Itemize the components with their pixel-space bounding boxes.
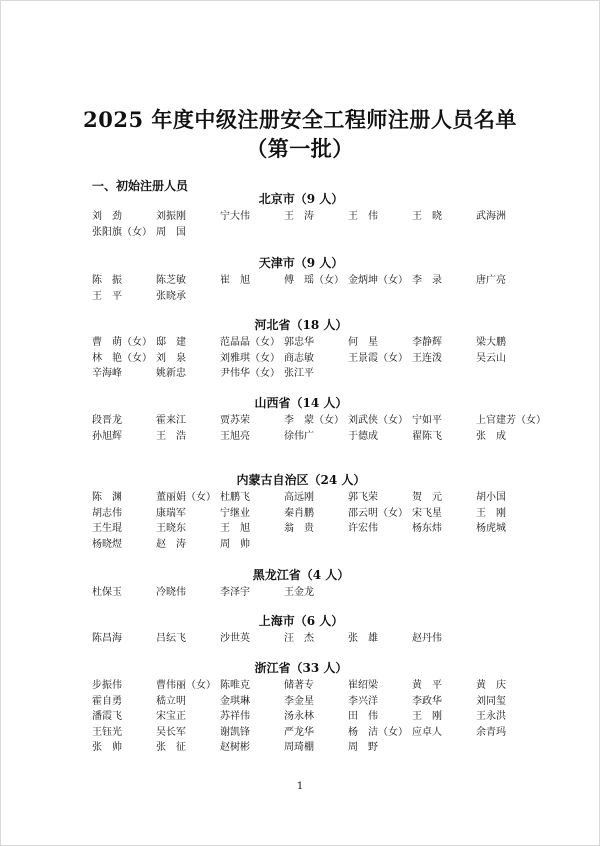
province-block — [1, 567, 600, 601]
name-grid — [92, 273, 532, 304]
person-name: 陈唯克 — [220, 680, 250, 691]
person-name: 刘武侠（女） — [348, 415, 408, 426]
person-name: 秦肖鹏 — [284, 507, 314, 519]
person-name: 范晶晶（女） — [220, 337, 280, 348]
person-name: 杨东炜 — [412, 523, 442, 534]
person-name: 杨虎城 — [476, 523, 506, 534]
person-name: 霍自勇 — [92, 695, 122, 707]
person-name: 宋宝正 — [156, 711, 186, 722]
name-grid — [92, 678, 532, 756]
person-name: 王 晓 — [412, 211, 442, 222]
name-grid — [92, 335, 532, 382]
person-name: 商志敏 — [284, 352, 314, 364]
person-name: 上官建芳（女） — [476, 415, 546, 426]
person-name: 霍来江 — [156, 415, 186, 426]
person-name: 王金龙 — [284, 587, 314, 598]
person-name: 陈芝敏 — [156, 275, 186, 286]
person-name: 陈 渊 — [92, 492, 122, 503]
person-name: 张 帅 — [92, 742, 122, 753]
person-name: 金琪琳 — [220, 695, 250, 707]
person-name: 杜保玉 — [92, 587, 122, 598]
person-name: 王晓东 — [156, 523, 186, 534]
person-name: 田 伟 — [348, 711, 378, 722]
name-grid — [92, 585, 532, 601]
province-title: 北京市（9 人） — [258, 192, 344, 206]
person-name: 潘霞飞 — [92, 711, 122, 722]
person-name: 王永洪 — [476, 711, 506, 722]
person-name: 林 艳（女） — [92, 352, 152, 364]
person-name: 王 平 — [92, 290, 122, 302]
person-name: 张晓承 — [156, 290, 186, 302]
person-name: 刘振刚 — [156, 211, 186, 222]
person-name: 贾苏荣 — [220, 415, 250, 426]
person-name: 王 涛 — [284, 211, 314, 222]
person-name: 陈 振 — [92, 275, 122, 286]
person-name: 胡小国 — [476, 492, 506, 503]
person-name: 康瑞军 — [156, 507, 186, 519]
person-name: 郭忠华 — [284, 337, 314, 348]
person-name: 汪 杰 — [284, 633, 314, 644]
person-name: 苏祥伟 — [220, 711, 250, 722]
name-grid — [92, 209, 532, 240]
person-name: 黄 庆 — [476, 680, 506, 691]
person-name: 刘雅琪（女） — [220, 352, 280, 364]
person-name: 应卓人 — [412, 726, 442, 738]
person-name: 赵树彬 — [220, 742, 250, 753]
person-name: 梁大鹏 — [476, 337, 506, 348]
person-name: 周 帅 — [220, 538, 250, 550]
person-name: 何 星 — [348, 337, 378, 348]
person-name: 辛海峰 — [92, 368, 122, 379]
person-name: 李静辉 — [412, 337, 442, 348]
province-title: 上海市（6 人） — [258, 614, 344, 628]
person-name: 沙世英 — [220, 633, 250, 644]
person-name: 张 成 — [476, 430, 506, 442]
person-name: 宁继业 — [220, 507, 250, 519]
person-name: 武海洲 — [476, 211, 506, 222]
person-name: 周琦棚 — [284, 742, 314, 753]
document-subtitle: （第一批） — [246, 136, 354, 161]
province-title: 山西省（14 人） — [254, 396, 348, 410]
person-name: 王 刚 — [476, 507, 506, 519]
person-name: 王生琨 — [92, 523, 122, 534]
person-name: 宁如平 — [412, 415, 442, 426]
person-name: 傅 瑶（女） — [284, 275, 344, 286]
person-name: 王 刚 — [412, 711, 442, 722]
section-heading: 一、初始注册人员 — [92, 179, 189, 193]
person-name: 段晋龙 — [92, 415, 122, 426]
person-name: 崔绍梁 — [348, 680, 378, 691]
province-title: 天津市（9 人） — [258, 256, 344, 270]
person-name: 李金星 — [284, 695, 314, 707]
province-block — [1, 191, 600, 240]
person-name: 贺 元 — [412, 492, 442, 503]
person-name: 吕纭飞 — [156, 633, 186, 644]
person-name: 董丽娟（女） — [156, 492, 216, 503]
person-name: 步振伟 — [92, 680, 122, 691]
person-name: 冷晓伟 — [156, 587, 186, 598]
person-name: 王 旭 — [220, 523, 250, 534]
person-name: 刘 泉 — [156, 352, 186, 364]
person-name: 宁大伟 — [220, 211, 250, 222]
province-block — [1, 472, 600, 552]
person-name: 王 浩 — [156, 430, 186, 442]
person-name: 谢凯锋 — [220, 726, 250, 738]
province-block — [1, 395, 600, 444]
person-name: 李兴洋 — [348, 695, 378, 707]
person-name: 王钰光 — [92, 726, 122, 738]
person-name: 赵 涛 — [156, 538, 186, 550]
person-name: 赵丹伟 — [412, 633, 442, 644]
person-name: 李泽宇 — [220, 587, 250, 598]
person-name: 王旭亮 — [220, 430, 250, 442]
name-grid — [92, 413, 546, 444]
province-title: 黑龙江省（4 人） — [252, 568, 350, 582]
person-name: 唐广亮 — [476, 275, 506, 286]
person-name: 王连泼 — [412, 352, 442, 364]
person-name: 储著专 — [284, 680, 314, 691]
person-name: 严龙华 — [284, 726, 314, 738]
person-name: 杨 洁（女） — [348, 726, 408, 738]
person-name: 李政华 — [412, 695, 442, 707]
person-name: 王 伟 — [348, 211, 378, 222]
person-name: 陈昌海 — [92, 633, 122, 644]
person-name: 翟陈飞 — [412, 430, 442, 442]
person-name: 汤永林 — [284, 711, 314, 722]
person-name: 于德成 — [348, 430, 378, 442]
province-title: 内蒙古自治区（24 人） — [236, 473, 366, 487]
province-title: 浙江省（33 人） — [254, 661, 348, 675]
person-name: 高远刚 — [284, 492, 314, 503]
page-number: 1 — [296, 781, 304, 792]
person-name: 余青玛 — [476, 726, 506, 738]
person-name: 李 蒙（女） — [284, 415, 344, 426]
person-name: 郭飞荣 — [348, 492, 378, 503]
person-name: 张 征 — [156, 742, 186, 753]
person-name: 吴云山 — [476, 352, 506, 364]
person-name: 崔 旭 — [220, 275, 250, 286]
province-block — [1, 613, 600, 647]
province-title: 河北省（18 人） — [254, 318, 348, 332]
person-name: 金炳坤（女） — [348, 275, 408, 286]
person-name: 刘 劲 — [92, 211, 122, 222]
person-name: 嵇立明 — [156, 695, 186, 707]
person-name: 翁 贵 — [284, 523, 314, 534]
person-name: 吴长军 — [156, 726, 186, 738]
person-name: 尹伟华（女） — [220, 368, 280, 379]
person-name: 杜鹏飞 — [220, 492, 250, 503]
province-block — [1, 660, 600, 756]
person-name: 胡志伟 — [92, 507, 122, 519]
name-grid — [92, 490, 532, 552]
person-name: 张 雄 — [348, 633, 378, 644]
person-name: 曹伟丽（女） — [156, 680, 216, 691]
person-name: 孙旭辉 — [92, 430, 122, 442]
province-block — [1, 317, 600, 382]
person-name: 周 国 — [156, 226, 186, 238]
document-title: 2025 年度中级注册安全工程师注册人员名单 — [83, 107, 517, 132]
person-name: 杨晓煜 — [92, 538, 122, 550]
person-name: 曹 萌（女） — [92, 337, 152, 348]
name-grid — [92, 631, 532, 647]
person-name: 王景霞（女） — [348, 352, 408, 364]
person-name: 许宏伟 — [348, 523, 378, 534]
person-name: 刘同玺 — [476, 695, 506, 707]
person-name: 张江平 — [284, 368, 314, 379]
province-block — [1, 255, 600, 304]
person-name: 李 录 — [412, 275, 442, 286]
person-name: 张阳旗（女） — [92, 226, 152, 238]
person-name: 邵云明（女） — [348, 507, 408, 519]
person-name: 黄 平 — [412, 680, 442, 691]
person-name: 邸 建 — [156, 337, 186, 348]
person-name: 姚新忠 — [156, 368, 186, 379]
person-name: 宋飞星 — [412, 507, 442, 519]
person-name: 周 野 — [348, 742, 378, 753]
person-name: 徐伟广 — [284, 430, 314, 442]
